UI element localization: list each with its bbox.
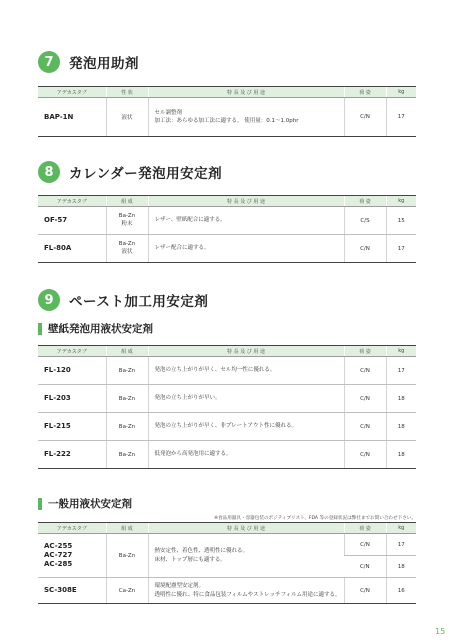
table-row xyxy=(38,441,416,469)
section-7-heading xyxy=(38,51,139,73)
composition-line: 粉末 xyxy=(121,220,133,227)
col-header: 荷 姿 xyxy=(344,523,386,534)
composition: Ca-Zn xyxy=(106,578,148,604)
table-header-row xyxy=(38,87,416,98)
col-header: アデカスタブ xyxy=(38,346,106,357)
product-name: FL-203 xyxy=(38,385,106,413)
table-foaming-aids xyxy=(38,86,416,137)
product-name-group xyxy=(38,534,106,578)
product-name: BAP-1N xyxy=(38,98,106,137)
product-name: FL-222 xyxy=(38,441,106,469)
table-wallpaper-liquid-stabilizers xyxy=(38,345,416,469)
table-header-row xyxy=(38,196,416,207)
composition: Ba-Zn xyxy=(106,357,148,385)
table-header-row xyxy=(38,346,416,357)
section-title: 発泡用助剤 xyxy=(69,56,139,72)
col-header: 荷 姿 xyxy=(344,87,386,98)
composition xyxy=(106,207,148,235)
composition xyxy=(106,235,148,263)
table-row xyxy=(38,357,416,385)
weight-kg: 18 xyxy=(386,413,416,441)
table-row xyxy=(38,413,416,441)
col-header: 組 成 xyxy=(106,196,148,207)
table-row xyxy=(38,385,416,413)
col-header: 性 状 xyxy=(106,87,148,98)
description: 低発泡から高発泡用に適する。 xyxy=(148,441,344,469)
composition: Ba-Zn xyxy=(106,385,148,413)
col-header: 特 長 及 び 用 途 xyxy=(148,523,344,534)
section-number-badge: 8 xyxy=(38,161,60,183)
product-name: OF-57 xyxy=(38,207,106,235)
section-title: ペースト加工用安定剤 xyxy=(69,294,209,310)
table-row xyxy=(38,534,416,556)
composition: Ba-Zn xyxy=(106,441,148,469)
packaging: C/N xyxy=(344,534,386,556)
description: レザー配合に適する。 xyxy=(148,235,344,263)
table-row xyxy=(38,98,416,137)
composition-line: Ba-Zn xyxy=(118,213,136,220)
description-line: 熱安定性、着色性、透明性に優れる。 xyxy=(154,548,249,555)
page-number: 15 xyxy=(435,627,446,636)
weight-kg: 16 xyxy=(386,578,416,604)
composition: Ba-Zn xyxy=(106,413,148,441)
col-header: kg xyxy=(386,346,416,357)
packaging: C/S xyxy=(344,207,386,235)
composition-line: Ba-Zn xyxy=(118,241,136,248)
weight-kg: 15 xyxy=(386,207,416,235)
description: レザー、壁紙配合に適する。 xyxy=(148,207,344,235)
weight-kg: 17 xyxy=(386,357,416,385)
weight-kg: 18 xyxy=(386,556,416,578)
weight-kg: 17 xyxy=(386,534,416,556)
weight-kg: 18 xyxy=(386,441,416,469)
subsection-wallpaper-heading xyxy=(38,321,153,336)
col-header: 特 長 及 び 用 途 xyxy=(148,87,344,98)
subsection-marker xyxy=(38,323,42,335)
packaging: C/N xyxy=(344,385,386,413)
packaging: C/N xyxy=(344,235,386,263)
col-header: kg xyxy=(386,87,416,98)
packaging: C/N xyxy=(344,441,386,469)
section-title: カレンダー発泡用安定剤 xyxy=(69,166,223,182)
col-header: 組 成 xyxy=(106,346,148,357)
product-name: AC-285 xyxy=(44,559,73,568)
col-header: kg xyxy=(386,196,416,207)
packaging: C/N xyxy=(344,578,386,604)
product-name: FL-80A xyxy=(38,235,106,263)
weight-kg: 17 xyxy=(386,98,416,137)
description: 発泡の立ち上がりが早い。 xyxy=(148,385,344,413)
table-header-row xyxy=(38,523,416,534)
packaging: C/N xyxy=(344,556,386,578)
subsection-general-heading xyxy=(38,496,132,511)
description: 発泡の立ち上がりが早く、非プレートアウト性に優れる。 xyxy=(148,413,344,441)
subsection-title: 壁紙発泡用液状安定剤 xyxy=(48,323,153,335)
col-header: kg xyxy=(386,523,416,534)
section-number-badge: 7 xyxy=(38,51,60,73)
col-header: 特 長 及 び 用 途 xyxy=(148,196,344,207)
product-name: AC-727 xyxy=(44,551,73,560)
table-general-liquid-stabilizers xyxy=(38,522,416,604)
col-header: 荷 姿 xyxy=(344,346,386,357)
product-name: SC-308E xyxy=(38,578,106,604)
packaging: C/N xyxy=(344,98,386,137)
description xyxy=(148,534,344,578)
section-9-heading xyxy=(38,289,208,311)
composition-line: 液状 xyxy=(121,248,133,255)
subsection-marker xyxy=(38,498,42,510)
packaging: C/N xyxy=(344,357,386,385)
col-header: 特 長 及 び 用 途 xyxy=(148,346,344,357)
section-number-badge: 9 xyxy=(38,289,60,311)
table-calender-stabilizers xyxy=(38,195,416,263)
description xyxy=(148,98,344,137)
section-8-heading xyxy=(38,161,222,183)
description-line: 加工法：あらゆる加工法に適する。 使用量：0.1～1.0phr xyxy=(154,118,299,124)
packaging: C/N xyxy=(344,413,386,441)
col-header: 組 成 xyxy=(106,523,148,534)
composition: Ba-Zn xyxy=(106,534,148,578)
description xyxy=(148,578,344,604)
table-row xyxy=(38,578,416,604)
description-line: セル調整剤 xyxy=(154,109,183,116)
product-name: FL-215 xyxy=(38,413,106,441)
subsection-title: 一般用液状安定剤 xyxy=(48,498,132,510)
regulatory-note: ※食品用器具・容器包装のポジティブリスト、FDA 等の登録状況は弊社までお問い合わせ下さい。 xyxy=(214,516,416,521)
description-line: 床材、トップ層にも適する。 xyxy=(154,556,226,563)
description-line: 環境配慮型安定剤。 xyxy=(154,583,205,590)
col-header: アデカスタブ xyxy=(38,523,106,534)
col-header: 荷 姿 xyxy=(344,196,386,207)
col-header: アデカスタブ xyxy=(38,196,106,207)
table-row xyxy=(38,207,416,235)
description: 発泡の立ち上がりが早く、セル均一性に優れる。 xyxy=(148,357,344,385)
weight-kg: 17 xyxy=(386,235,416,263)
col-header: アデカスタブ xyxy=(38,87,106,98)
weight-kg: 18 xyxy=(386,385,416,413)
property: 液状 xyxy=(106,98,148,137)
product-name: FL-120 xyxy=(38,357,106,385)
description-line: 透明性に優れ、特に食品包装フィルムやストレッチフィルム用途に適する。 xyxy=(154,591,341,598)
table-row xyxy=(38,235,416,263)
product-name: AC-255 xyxy=(44,542,73,551)
